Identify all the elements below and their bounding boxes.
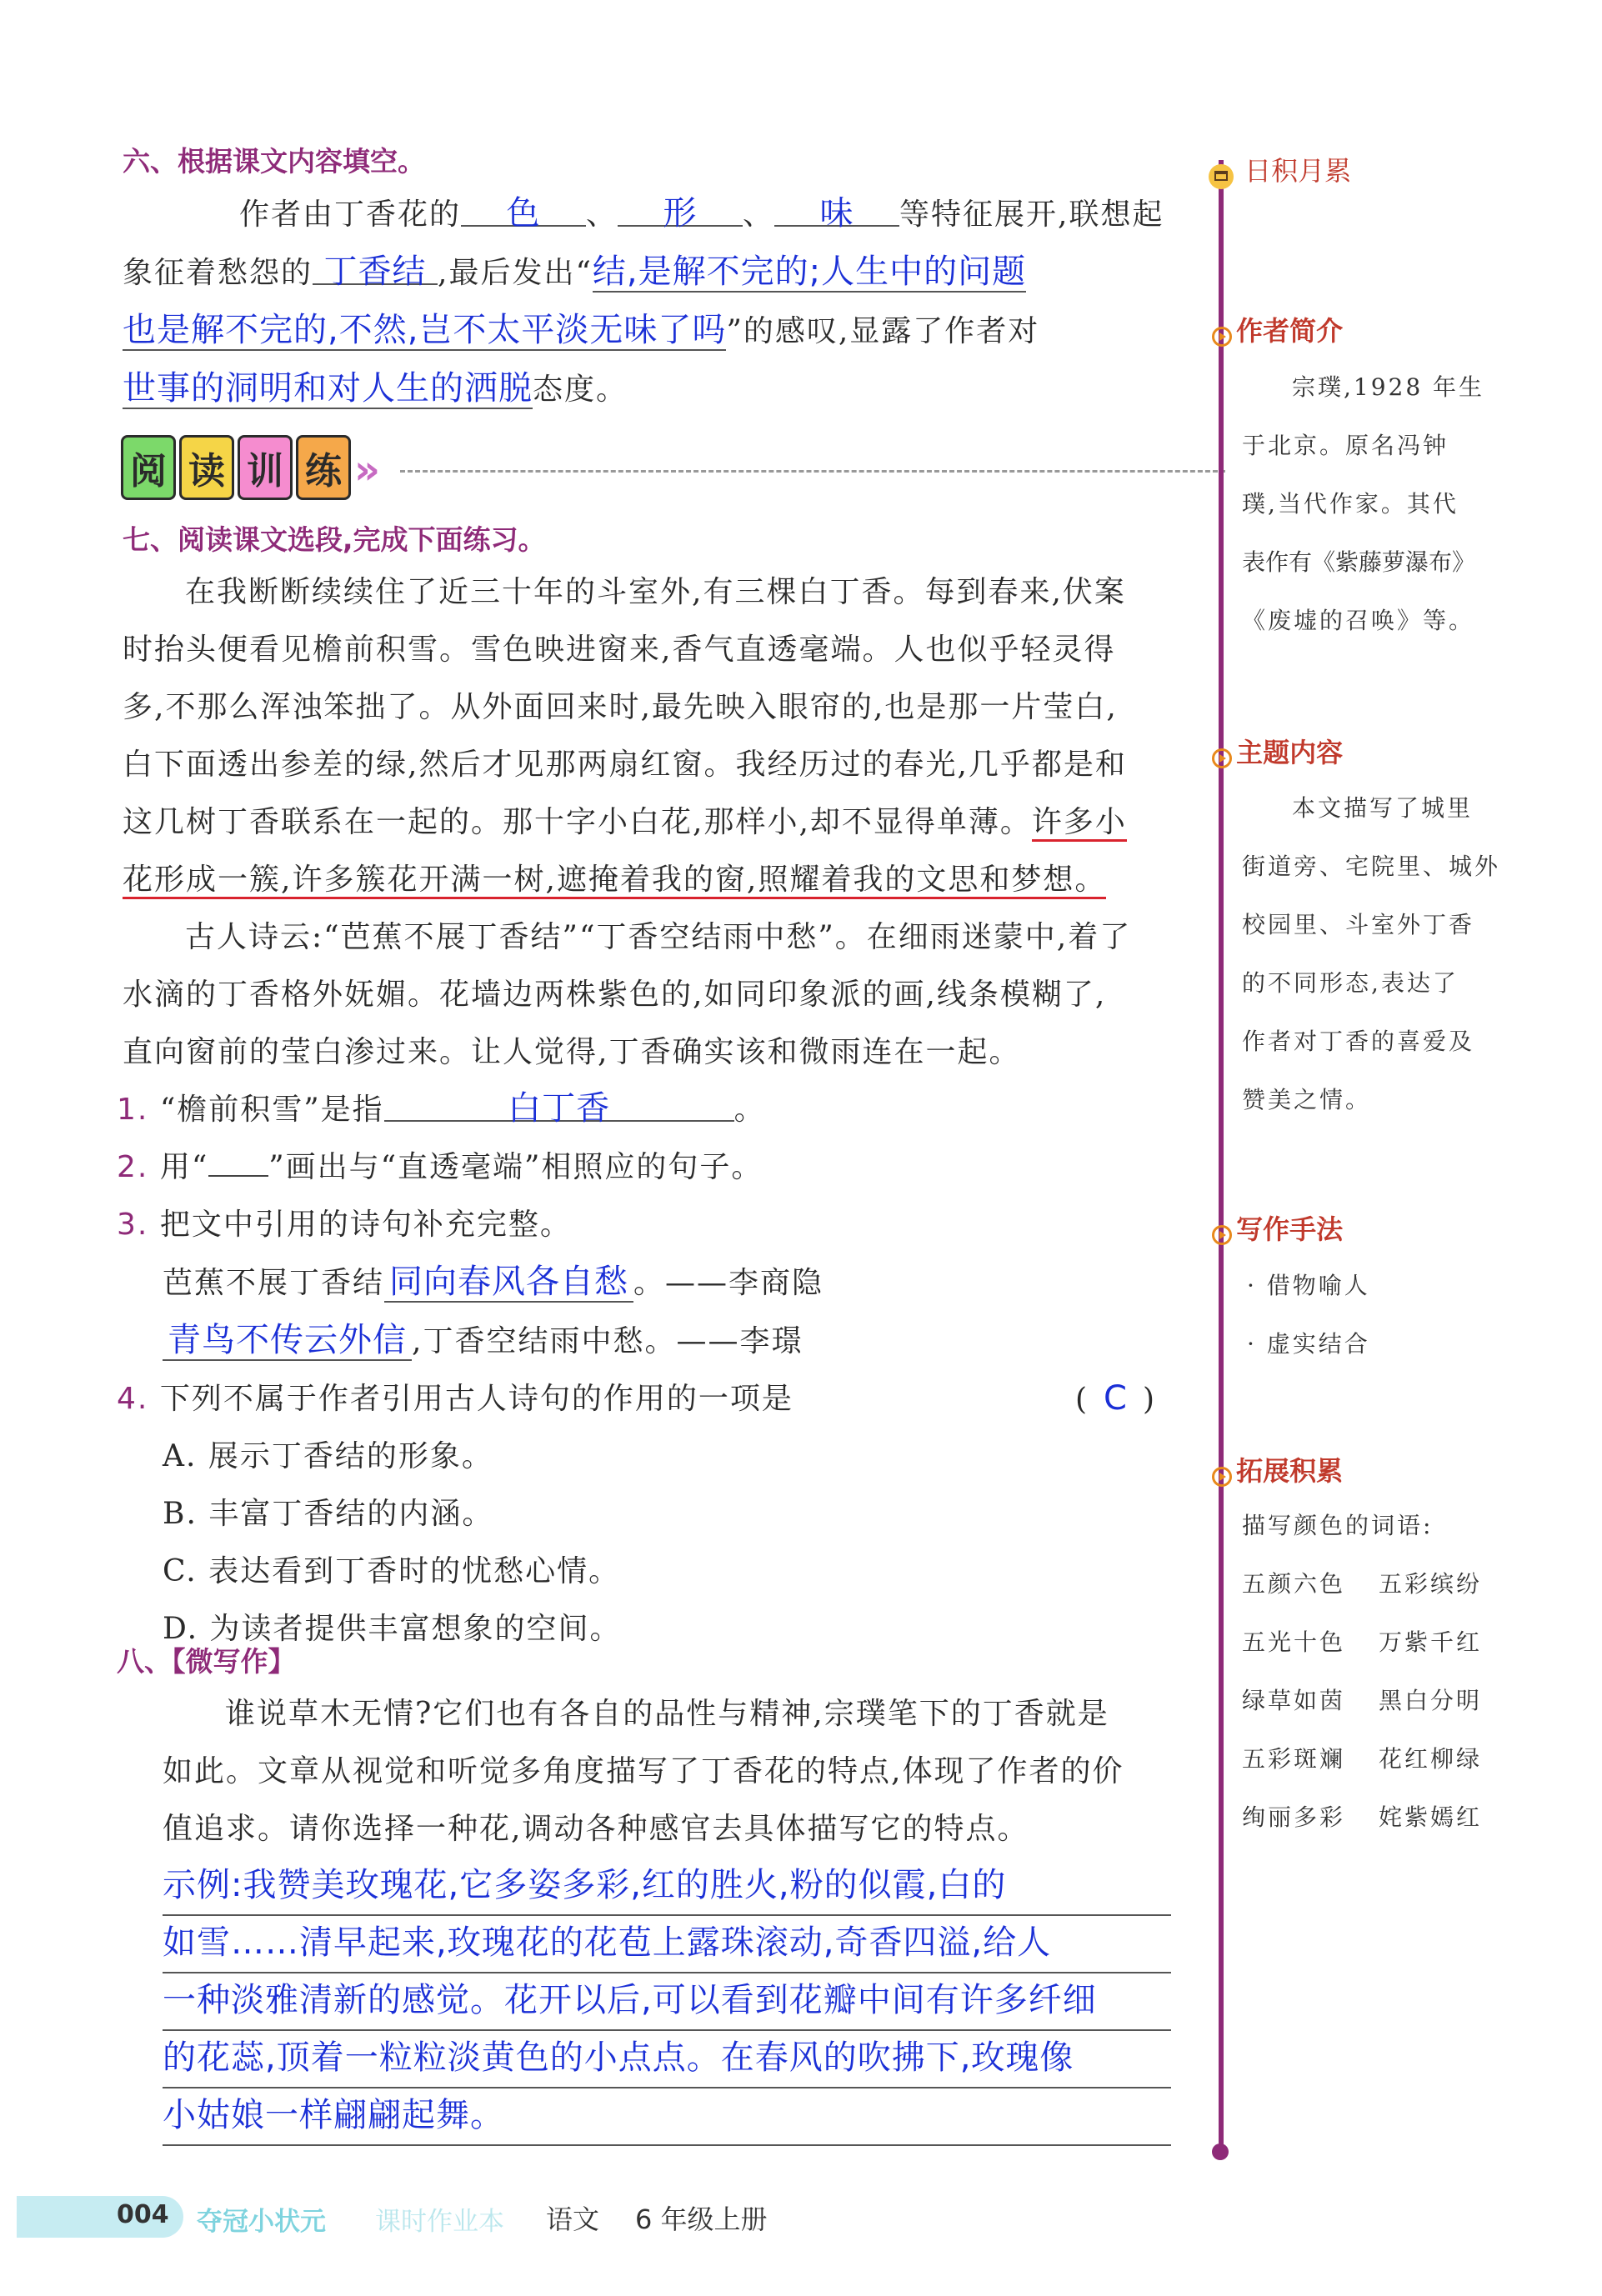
passage-line: 水滴的丁香格外妩媚。花墙边两株紫色的,如同印象派的画,线条模糊了, bbox=[123, 978, 1107, 1012]
answer-text: C bbox=[1104, 1379, 1128, 1418]
answer-line: 示例:我赞美玫瑰花,它多姿多彩,红的胜火,粉的似霞,白的 bbox=[163, 1858, 1171, 1916]
sidebar-header-title: 日积月累 bbox=[1244, 155, 1352, 187]
passage-line bbox=[123, 851, 1181, 908]
answer-text: 形 bbox=[663, 194, 698, 233]
extension-info bbox=[1242, 1497, 1509, 1847]
author-line: 璞,当代作家。其代 bbox=[1242, 490, 1459, 518]
text: 态度。 bbox=[533, 373, 628, 407]
word: 绚丽多彩 bbox=[1242, 1803, 1346, 1831]
answer-text[interactable]: 结,是解不完的;人生中的问题 bbox=[592, 253, 1027, 291]
passage bbox=[123, 563, 1181, 1081]
word: 花红柳绿 bbox=[1379, 1745, 1483, 1773]
passage-line bbox=[123, 793, 1181, 851]
answer-text: 味 bbox=[819, 194, 854, 233]
question-text: 下列不属于作者引用古人诗句的作用的一项是 bbox=[159, 1382, 793, 1416]
text: 、 bbox=[586, 198, 618, 232]
answer-text[interactable]: 世事的洞明和对人生的洒脱 bbox=[123, 369, 533, 408]
question-2 bbox=[117, 1138, 1184, 1196]
word-row bbox=[1242, 1613, 1509, 1672]
answer-text[interactable]: 也是解不完的,不然,岂不太平淡无味了吗 bbox=[123, 311, 727, 349]
section-title: 作者简介 bbox=[1236, 315, 1344, 347]
extension-section-title bbox=[1212, 1450, 1343, 1488]
word: 五光十色 bbox=[1242, 1628, 1346, 1656]
author-info bbox=[1242, 358, 1500, 650]
text: 象征着愁怨的 bbox=[123, 256, 313, 290]
theme-info bbox=[1242, 779, 1500, 1129]
question-3 bbox=[117, 1196, 1184, 1253]
micro-writing-answer[interactable] bbox=[163, 1858, 1171, 2146]
section-title: 写作手法 bbox=[1236, 1213, 1344, 1245]
answer-blank[interactable] bbox=[618, 185, 743, 233]
micro-writing-prompt bbox=[163, 1685, 1188, 1858]
prompt-line: 值追求。请你选择一种花,调动各种感官去具体描写它的特点。 bbox=[163, 1812, 1029, 1846]
extension-intro: 描写颜色的词语: bbox=[1242, 1512, 1434, 1539]
banner-char: 练 bbox=[296, 435, 351, 500]
banner-char: 读 bbox=[179, 435, 234, 500]
sidebar-line-end bbox=[1212, 2143, 1229, 2160]
theme-line: 街道旁、宅院里、城外 bbox=[1242, 853, 1501, 880]
series-name: 课时作业本 bbox=[375, 2207, 504, 2237]
questions bbox=[117, 1080, 1184, 1658]
section-label: 【微写作】 bbox=[172, 1645, 296, 1678]
answer-bracket[interactable] bbox=[1075, 1370, 1156, 1428]
answer-line: 一种淡雅清新的感觉。花开以后,可以看到花瓣中间有许多纤细 bbox=[163, 1973, 1171, 2031]
prompt-line: 谁说草木无情?它们也有各自的品性与精神,宗璞笔下的丁香就是 bbox=[225, 1697, 1109, 1731]
poem-line-1 bbox=[117, 1253, 1184, 1312]
option-c[interactable]: C. 表达看到丁香时的忧愁心情。 bbox=[163, 1554, 621, 1588]
bank-icon bbox=[1209, 164, 1234, 189]
passage-line: 时抬头便看见檐前积雪。雪色映进窗来,香气直透毫端。人也似乎轻灵得 bbox=[123, 633, 1116, 667]
answer-text: 丁香结 bbox=[323, 253, 427, 291]
underlined-sentence: 许多小 bbox=[1032, 805, 1127, 842]
section-7-title: 七、阅读课文选段,完成下面练习。 bbox=[123, 523, 546, 556]
question-text: 把文中引用的诗句补充完整。 bbox=[159, 1208, 572, 1242]
poem-line-2 bbox=[117, 1312, 1184, 1370]
banner-char: 阅 bbox=[121, 435, 176, 500]
option-d[interactable]: D. 为读者提供丰富想象的空间。 bbox=[163, 1612, 622, 1646]
theme-line: 赞美之情。 bbox=[1242, 1086, 1372, 1113]
arrow-icon bbox=[1212, 327, 1232, 347]
author-line: 宗璞,1928 年生 bbox=[1292, 373, 1485, 401]
text: 作者由丁香花的 bbox=[239, 198, 462, 232]
passage-line: 古人诗云:“芭蕉不展丁香结”“丁香空结雨中愁”。在细雨迷蒙中,着了 bbox=[185, 920, 1132, 954]
sidebar-header bbox=[1209, 150, 1351, 189]
section-title: 主题内容 bbox=[1236, 737, 1344, 768]
passage-line: 在我断断续续住了近三十年的斗室外,有三棵白丁香。每到春来,伏案 bbox=[185, 575, 1126, 609]
passage-line: 直向窗前的莹白渗过来。让人觉得,丁香确实该和微雨连在一起。 bbox=[123, 1035, 1021, 1069]
text: ) bbox=[1142, 1383, 1157, 1417]
answer-blank[interactable] bbox=[774, 185, 899, 233]
section-6-title: 六、根据课文内容填空。 bbox=[123, 145, 425, 178]
underlined-sentence: 花形成一簇,许多簇花开满一树,遮掩着我的窗,照耀着我的文思和梦想。 bbox=[123, 863, 1106, 899]
word: 黑白分明 bbox=[1379, 1687, 1483, 1714]
text: ,最后发出“ bbox=[438, 256, 593, 290]
answer-line: 小姑娘一样翩翩起舞。 bbox=[163, 2088, 1171, 2146]
theme-line: 作者对丁香的喜爱及 bbox=[1242, 1028, 1475, 1055]
section-number: 八、 bbox=[117, 1645, 172, 1678]
question-4 bbox=[117, 1370, 1184, 1428]
answer-blank[interactable] bbox=[384, 1080, 734, 1128]
word-row bbox=[1242, 1672, 1509, 1730]
option-a[interactable]: A. 展示丁香结的形象。 bbox=[163, 1439, 493, 1473]
word: 绿草如茵 bbox=[1242, 1687, 1346, 1714]
grade: 6 年级上册 bbox=[635, 2203, 768, 2235]
answer-text: 白丁香 bbox=[508, 1089, 611, 1128]
word: 万紫千红 bbox=[1379, 1628, 1483, 1656]
question-text: 用“ bbox=[159, 1150, 209, 1184]
banner-divider bbox=[400, 470, 1225, 473]
method-list bbox=[1247, 1257, 1497, 1373]
method-item: · 借物喻人 bbox=[1247, 1272, 1370, 1299]
question-number: 4. bbox=[117, 1382, 149, 1416]
banner-char: 训 bbox=[238, 435, 293, 500]
arrow-icon bbox=[1212, 748, 1232, 768]
question-number: 3. bbox=[117, 1208, 149, 1242]
text: 等特征展开,联想起 bbox=[899, 198, 1164, 232]
author-section-title bbox=[1212, 310, 1343, 348]
underline-sample bbox=[208, 1150, 268, 1177]
method-item: · 虚实结合 bbox=[1247, 1330, 1370, 1358]
answer-line: 如雪……清早起来,玫瑰花的花苞上露珠滚动,奇香四溢,给人 bbox=[163, 1916, 1171, 1973]
section-6-body bbox=[123, 185, 1181, 418]
question-text: ”画出与“直透毫端”相照应的句子。 bbox=[268, 1150, 763, 1184]
question-text: “檐前积雪”是指 bbox=[159, 1093, 384, 1127]
page-number: 004 bbox=[117, 2200, 169, 2229]
text: 。 bbox=[733, 1093, 766, 1127]
theme-section-title bbox=[1212, 732, 1343, 770]
passage-line: 多,不那么浑浊笨拙了。从外面回来时,最先映入眼帘的,也是那一片莹白, bbox=[123, 690, 1118, 724]
text: 这几树丁香联系在一起的。那十字小白花,那样小,却不显得单薄。 bbox=[123, 805, 1032, 839]
text: ,丁香空结雨中愁。——李璟 bbox=[412, 1324, 804, 1358]
brand-name: 夺冠小状元 bbox=[197, 2207, 326, 2237]
question-number: 2. bbox=[117, 1150, 149, 1184]
author-line: 于北京。原名冯钟 bbox=[1242, 432, 1449, 459]
word: 姹紫嫣红 bbox=[1379, 1803, 1483, 1831]
prompt-line: 如此。文章从视觉和听觉多角度描写了丁香花的特点,体现了作者的价 bbox=[163, 1754, 1124, 1788]
text: ( bbox=[1075, 1383, 1089, 1417]
word: 五彩斑斓 bbox=[1242, 1745, 1346, 1773]
section-title: 拓展积累 bbox=[1236, 1455, 1344, 1487]
word-row bbox=[1242, 1788, 1509, 1847]
sidebar-line bbox=[1219, 160, 1224, 2152]
question-1 bbox=[117, 1080, 1184, 1138]
answer-blank[interactable] bbox=[461, 185, 586, 233]
arrow-icon bbox=[1212, 1225, 1232, 1245]
text: 芭蕉不展丁香结 bbox=[163, 1266, 385, 1300]
theme-line: 的不同形态,表达了 bbox=[1242, 969, 1459, 997]
author-line: 《废墟的召唤》等。 bbox=[1242, 607, 1475, 634]
text: 、 bbox=[743, 198, 775, 232]
answer-text[interactable]: 青鸟不传云外信 bbox=[163, 1321, 412, 1361]
answer-blank[interactable] bbox=[313, 243, 438, 291]
option-b[interactable]: B. 丰富丁香结的内涵。 bbox=[163, 1497, 494, 1531]
word: 五颜六色 bbox=[1242, 1570, 1346, 1598]
theme-line: 本文描写了城里 bbox=[1292, 794, 1474, 822]
method-section-title bbox=[1212, 1208, 1343, 1247]
answer-line: 的花蕊,顶着一粒粒淡黄色的小点点。在春风的吹拂下,玫瑰像 bbox=[163, 2031, 1171, 2088]
word-row bbox=[1242, 1730, 1509, 1788]
theme-line: 校园里、斗室外丁香 bbox=[1242, 911, 1475, 938]
author-line: 表作有《紫藤萝瀑布》 bbox=[1242, 548, 1476, 576]
word-row bbox=[1242, 1555, 1509, 1613]
section-8-title bbox=[117, 1640, 296, 1679]
word: 五彩缤纷 bbox=[1379, 1570, 1483, 1598]
passage-line: 白下面透出参差的绿,然后才见那两扇红窗。我经历过的春光,几乎都是和 bbox=[123, 748, 1127, 782]
question-number: 1. bbox=[117, 1093, 149, 1127]
answer-text: 色 bbox=[506, 194, 541, 233]
arrow-icon bbox=[1212, 1467, 1232, 1487]
subject: 语文 bbox=[546, 2203, 600, 2235]
text: ”的感叹,显露了作者对 bbox=[726, 314, 1040, 348]
text: 。——李商隐 bbox=[633, 1266, 824, 1300]
reading-practice-banner bbox=[121, 435, 380, 500]
answer-text[interactable]: 同向春风各自愁 bbox=[384, 1263, 633, 1303]
double-arrow-icon: » bbox=[354, 447, 381, 493]
